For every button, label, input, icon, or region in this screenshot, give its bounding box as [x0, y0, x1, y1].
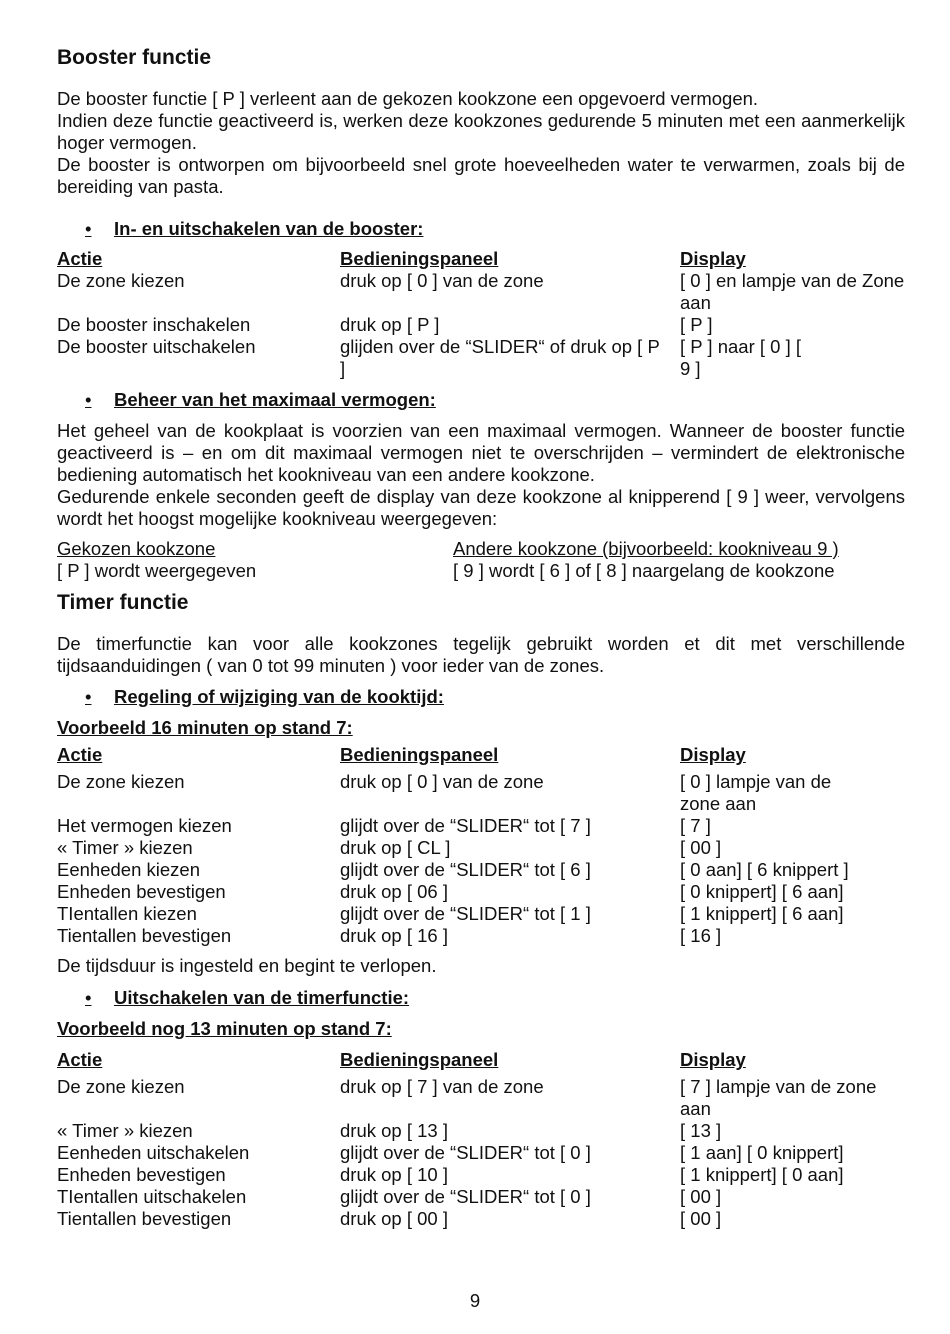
booster-max-text-1: Het geheel van de kookplaat is voorzien van een maximaal vermogen. Wanneer de booster functie geactiveerd is – en om dit maximaal vermogen niet te overschrijden – vermindert de elektronische bediening automatisch het kookniveau van een andere kookzone.: [57, 420, 905, 485]
col-header-display: Display: [680, 248, 746, 269]
bullet-icon: •: [85, 686, 92, 707]
col-header-actie: Actie: [57, 1049, 103, 1070]
bullet-icon: •: [85, 987, 92, 1008]
timer-intro: De timerfunctie kan voor alle kookzones tegelijk gebruikt worden et dit met verschillende tijdsaanduidingen ( van 0 tot 99 minuten ) voor ieder van de zones.: [57, 633, 905, 676]
timer-off-heading: • Uitschakelen van de timerfunctie:: [57, 987, 905, 1009]
booster-max-heading: • Beheer van het maximaal vermogen:: [57, 389, 905, 411]
table-row: De booster uitschakelen glijden over de “SLIDER“ of druk op [ P ] [ P ] naar [ 0 ] [ 9 ]: [57, 336, 801, 379]
compare-right-value: [ 9 ] wordt [ 6 ] of [ 8 ] naargelang de kookzone: [453, 560, 835, 581]
col-header-paneel: Bedieningspaneel: [340, 744, 499, 765]
timer-set-heading: • Regeling of wijziging van de kooktijd:: [57, 686, 905, 708]
table-row: « Timer » kiezen druk op [ CL ] [ 00 ]: [57, 837, 722, 858]
table-row: Enheden bevestigen druk op [ 10 ] [ 1 knippert] [ 0 aan]: [57, 1164, 844, 1185]
col-header-actie: Actie: [57, 744, 103, 765]
compare-left-header: Gekozen kookzone: [57, 538, 216, 559]
table-row: Eenheden kiezen glijdt over de “SLIDER“ tot [ 6 ] [ 0 aan] [ 6 knippert ]: [57, 859, 849, 880]
table-row: De zone kiezen druk op [ 7 ] van de zone [ 7 ] lampje van de zone aan: [57, 1076, 877, 1119]
document-page: [57, 44, 905, 1230]
bullet-icon: •: [85, 389, 92, 410]
col-header-display: Display: [680, 1049, 746, 1070]
col-header-actie: Actie: [57, 248, 103, 269]
timer-set-example: Voorbeeld 16 minuten op stand 7:: [57, 717, 353, 738]
booster-max-text-2: Gedurende enkele seconden geeft de display van deze kookzone al knipperend [ 9 ] weer, vervolgens wordt het hoogst mogelijke kookniveau weergegeven:: [57, 486, 905, 529]
table-row: De zone kiezen druk op [ 0 ] van de zone [ 0 ] lampje van de zone aan: [57, 771, 832, 814]
table-row: Enheden bevestigen druk op [ 06 ] [ 0 knippert] [ 6 aan]: [57, 881, 844, 902]
table-row: Tientallen bevestigen druk op [ 00 ] [ 00 ]: [57, 1208, 722, 1229]
bullet-icon: •: [85, 218, 92, 239]
table-row: De booster inschakelen druk op [ P ] [ P ]: [57, 314, 713, 335]
compare-right-header: Andere kookzone (bijvoorbeeld: kookniveau 9 ): [453, 538, 839, 559]
compare-left-value: [ P ] wordt weergegeven: [57, 560, 257, 581]
booster-onoff-heading: • In- en uitschakelen van de booster:: [57, 218, 905, 240]
booster-intro-1: De booster functie [ P ] verleent aan de gekozen kookzone een opgevoerd vermogen.: [57, 88, 759, 109]
table-row: TIentallen kiezen glijdt over de “SLIDER“ tot [ 1 ] [ 1 knippert] [ 6 aan]: [57, 903, 844, 924]
table-row: Eenheden uitschakelen glijdt over de “SLIDER“ tot [ 0 ] [ 1 aan] [ 0 knippert]: [57, 1142, 844, 1163]
page-number: 9: [469, 1290, 481, 1311]
booster-table-header: [57, 248, 905, 270]
timer-set-note: De tijdsduur is ingesteld en begint te verlopen.: [57, 955, 437, 976]
timer-off-example: Voorbeeld nog 13 minuten op stand 7:: [57, 1018, 392, 1039]
table-row: « Timer » kiezen druk op [ 13 ] [ 13 ]: [57, 1120, 722, 1141]
col-header-paneel: Bedieningspaneel: [340, 248, 499, 269]
timer-title: Timer functie: [57, 591, 189, 614]
booster-compare-values: [57, 560, 905, 582]
timer-set-table-header: [57, 744, 905, 766]
table-row: Het vermogen kiezen glijdt over de “SLIDER“ tot [ 7 ] [ 7 ]: [57, 815, 711, 836]
col-header-paneel: Bedieningspaneel: [340, 1049, 499, 1070]
table-row: TIentallen uitschakelen glijdt over de “SLIDER“ tot [ 0 ] [ 00 ]: [57, 1186, 722, 1207]
booster-title: Booster functie: [57, 46, 212, 69]
booster-intro-3: De booster is ontworpen om bijvoorbeeld snel grote hoeveelheden water te verwarmen, zoals bij de bereiding van pasta.: [57, 154, 905, 197]
booster-intro-2: Indien deze functie geactiveerd is, werken deze kookzones gedurende 5 minuten met een aanmerkelijk hoger vermogen.: [57, 110, 905, 153]
table-row: Tientallen bevestigen druk op [ 16 ] [ 16 ]: [57, 925, 722, 946]
timer-off-table-header: [57, 1049, 905, 1071]
booster-compare-header: [57, 538, 905, 560]
col-header-display: Display: [680, 744, 746, 765]
table-row: De zone kiezen druk op [ 0 ] van de zone [ 0 ] en lampje van de Zone aan: [57, 270, 905, 313]
